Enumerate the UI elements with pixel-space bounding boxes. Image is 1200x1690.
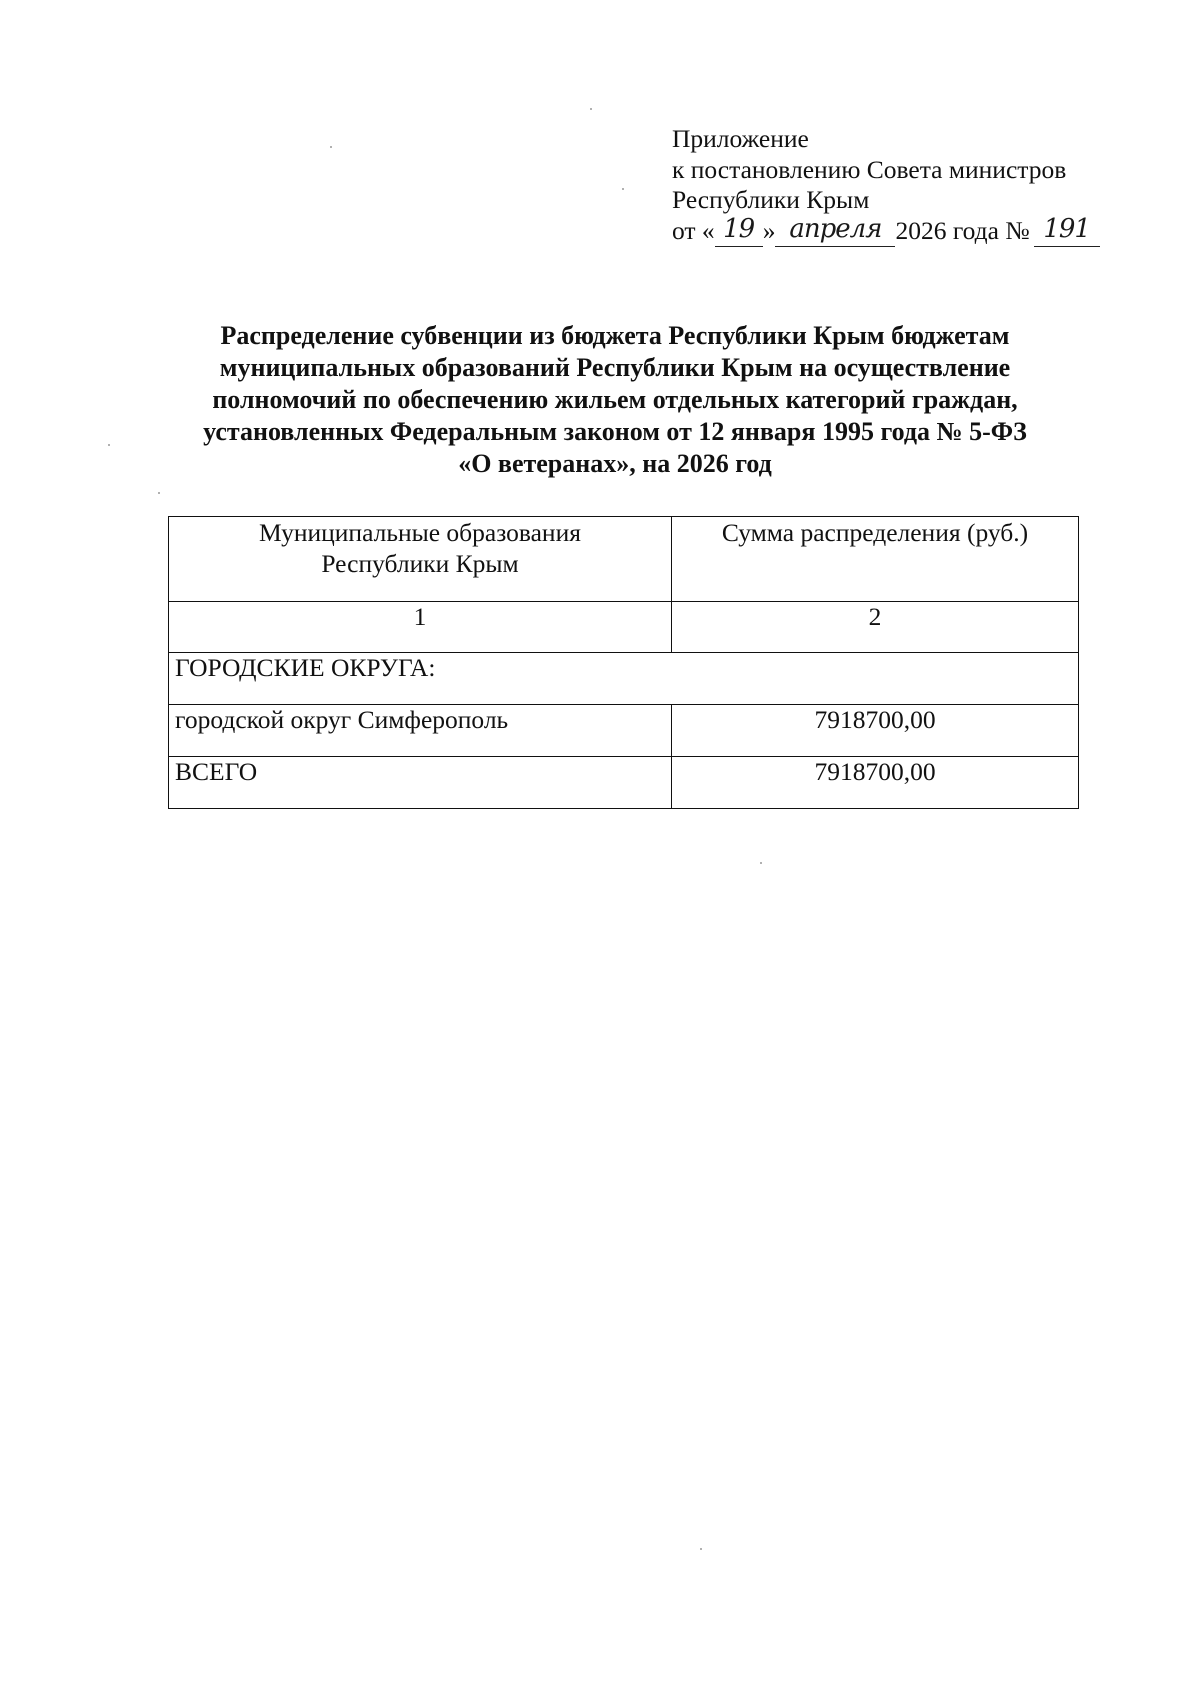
header-municipalities: Муниципальные образования Республики Крым [169, 517, 672, 602]
column-number-1: 1 [169, 602, 672, 653]
handwritten-month: апреля [775, 216, 895, 248]
scan-speck [700, 1548, 702, 1550]
date-prefix: от « [672, 215, 715, 245]
title-line-3: полномочий по обеспечению жильем отдельных категорий граждан, [212, 385, 1018, 414]
scan-speck [330, 146, 332, 148]
appendix-line-republic: Республики Крым [672, 185, 870, 214]
appendix-header [672, 124, 1100, 247]
column-number-row [169, 602, 1079, 653]
section-label: ГОРОДСКИЕ ОКРУГА: [169, 653, 1079, 705]
header-amount: Сумма распределения (руб.) [672, 517, 1079, 602]
title-line-5: «О ветеранах», на 2026 год [458, 449, 772, 478]
title-line-4: установленных Федеральным законом от 12 января 1995 года № 5-ФЗ [203, 417, 1027, 446]
municipality-amount: 7918700,00 [672, 705, 1079, 757]
scan-speck [108, 444, 110, 446]
total-amount: 7918700,00 [672, 757, 1079, 809]
handwritten-number: 191 [1034, 216, 1100, 248]
section-row [169, 653, 1079, 705]
document-title [150, 320, 1080, 480]
handwritten-day: 19 [715, 216, 763, 248]
scan-speck [622, 188, 624, 190]
title-line-2: муниципальных образований Республики Крым на осуществление [219, 353, 1011, 382]
appendix-date-line [672, 213, 1100, 248]
column-number-2: 2 [672, 602, 1079, 653]
appendix-title: Приложение [672, 124, 809, 153]
table-header-row [169, 517, 1079, 602]
municipality-name: городской округ Симферополь [169, 705, 672, 757]
distribution-table [168, 516, 1079, 809]
scan-speck [760, 862, 762, 864]
total-label: ВСЕГО [169, 757, 672, 809]
date-mid: » [762, 215, 776, 245]
scan-speck [158, 492, 160, 494]
title-line-1: Распределение субвенции из бюджета Республики Крым бюджетам [220, 321, 1010, 350]
date-suffix: 2026 года № [895, 215, 1030, 245]
table-row [169, 705, 1079, 757]
total-row [169, 757, 1079, 809]
scan-speck [590, 108, 592, 110]
appendix-line-resolution: к постановлению Совета министров [672, 154, 1067, 184]
